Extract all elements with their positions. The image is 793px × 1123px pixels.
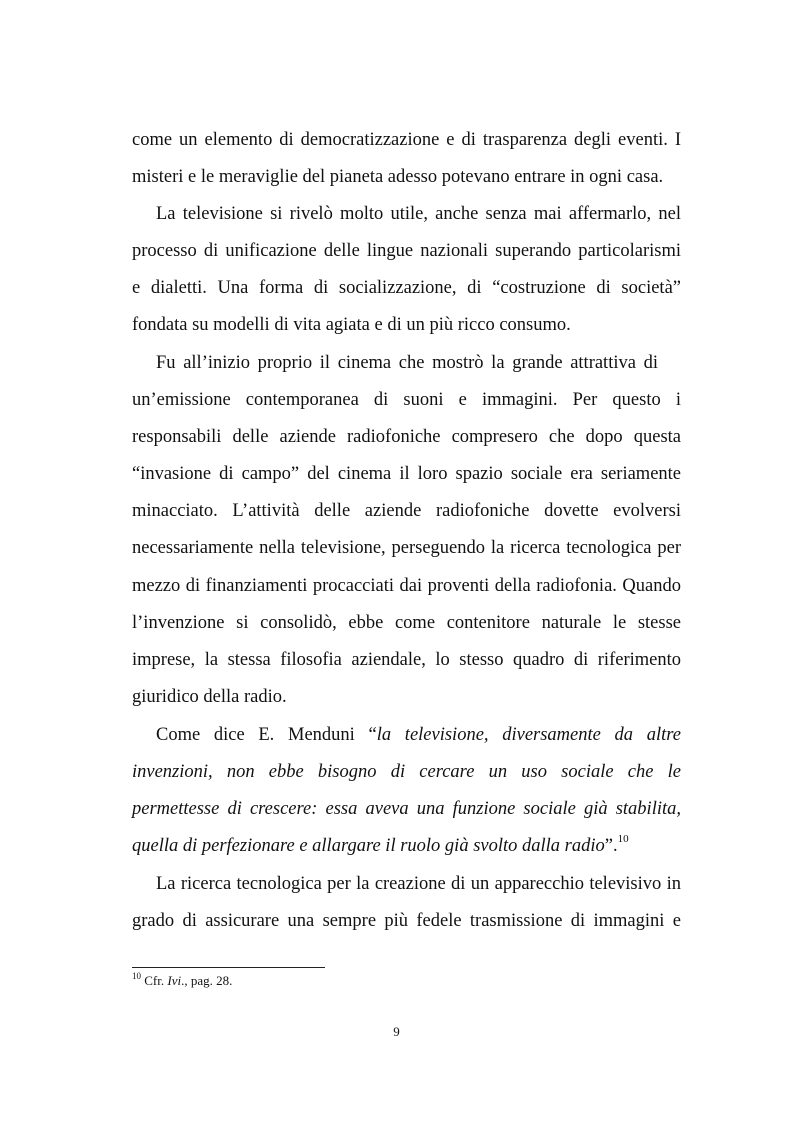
paragraph-line: come un elemento di democratizzazione e di trasparenza degli eventi. I [132,130,681,150]
paragraph-line: necessariamente nella televisione, perseguendo la ricerca tecnologica per [132,538,681,558]
footnote-divider [132,967,325,968]
quote-line [156,724,681,746]
page-number: 9 [393,1024,400,1039]
quote-text: la televisione, diversamente da altre [376,725,681,745]
paragraph-line: l’invenzione si consolidò, ebbe come contenitore naturale le stesse [132,613,681,633]
paragraph-line: La ricerca tecnologica per la creazione di un apparecchio televisivo in [156,874,681,894]
quote-text: quella di perfezionare e allargare il ruolo già svolto dalla radio [132,836,605,856]
quote-line: invenzioni, non ebbe bisogno di cercare un uso sociale che le [132,762,681,782]
paragraph-line: misteri e le meraviglie del pianeta adesso potevano entrare in ogni casa. [132,167,664,187]
footnote-pre: Cfr. [141,973,168,988]
paragraph-line: un’emissione contemporanea di suoni e immagini. Per questo i [132,390,681,410]
quote-line [132,832,681,857]
paragraph-line: imprese, la stessa filosofia aziendale, lo stesso quadro di riferimento [132,650,681,670]
paragraph-line: e dialetti. Una forma di socializzazione, di “costruzione di società” [132,278,681,298]
paragraph-line: fondata su modelli di vita agiata e di un più ricco consumo. [132,315,571,335]
paragraph-line: minacciato. L’attività delle aziende radiofoniche dovette evolversi [132,501,681,521]
paragraph-line: mezzo di finanziamenti procacciati dai proventi della radiofonia. Quando [132,576,681,596]
paragraph-line: responsabili delle aziende radiofoniche compresero che dopo questa [132,427,681,447]
quote-intro: Come dice E. Menduni “ [156,725,377,745]
footnote-ref: 10 [617,832,629,845]
paragraph-line: La televisione si rivelò molto utile, anche senza mai affermarlo, nel [156,204,681,224]
paragraph-line: processo di unificazione delle lingue nazionali superando particolarismi [132,241,681,261]
paragraph-line: Fu all’inizio proprio il cinema che mostrò la grande attrattiva di [156,353,658,373]
quote-close: ”. [604,836,618,856]
footnote [132,970,233,989]
paragraph-line: grado di assicurare una sempre più fedele trasmissione di immagini e [132,911,681,931]
quote-line: permettesse di crescere: essa aveva una funzione sociale già stabilita, [132,799,681,819]
footnote-post: ., pag. 28. [181,973,233,988]
footnote-italic: Ivi [167,973,182,988]
paragraph-line: “invasione di campo” del cinema il loro spazio sociale era seriamente [132,464,681,484]
paragraph-line: giuridico della radio. [132,687,287,707]
footnote-number: 10 [132,970,141,981]
